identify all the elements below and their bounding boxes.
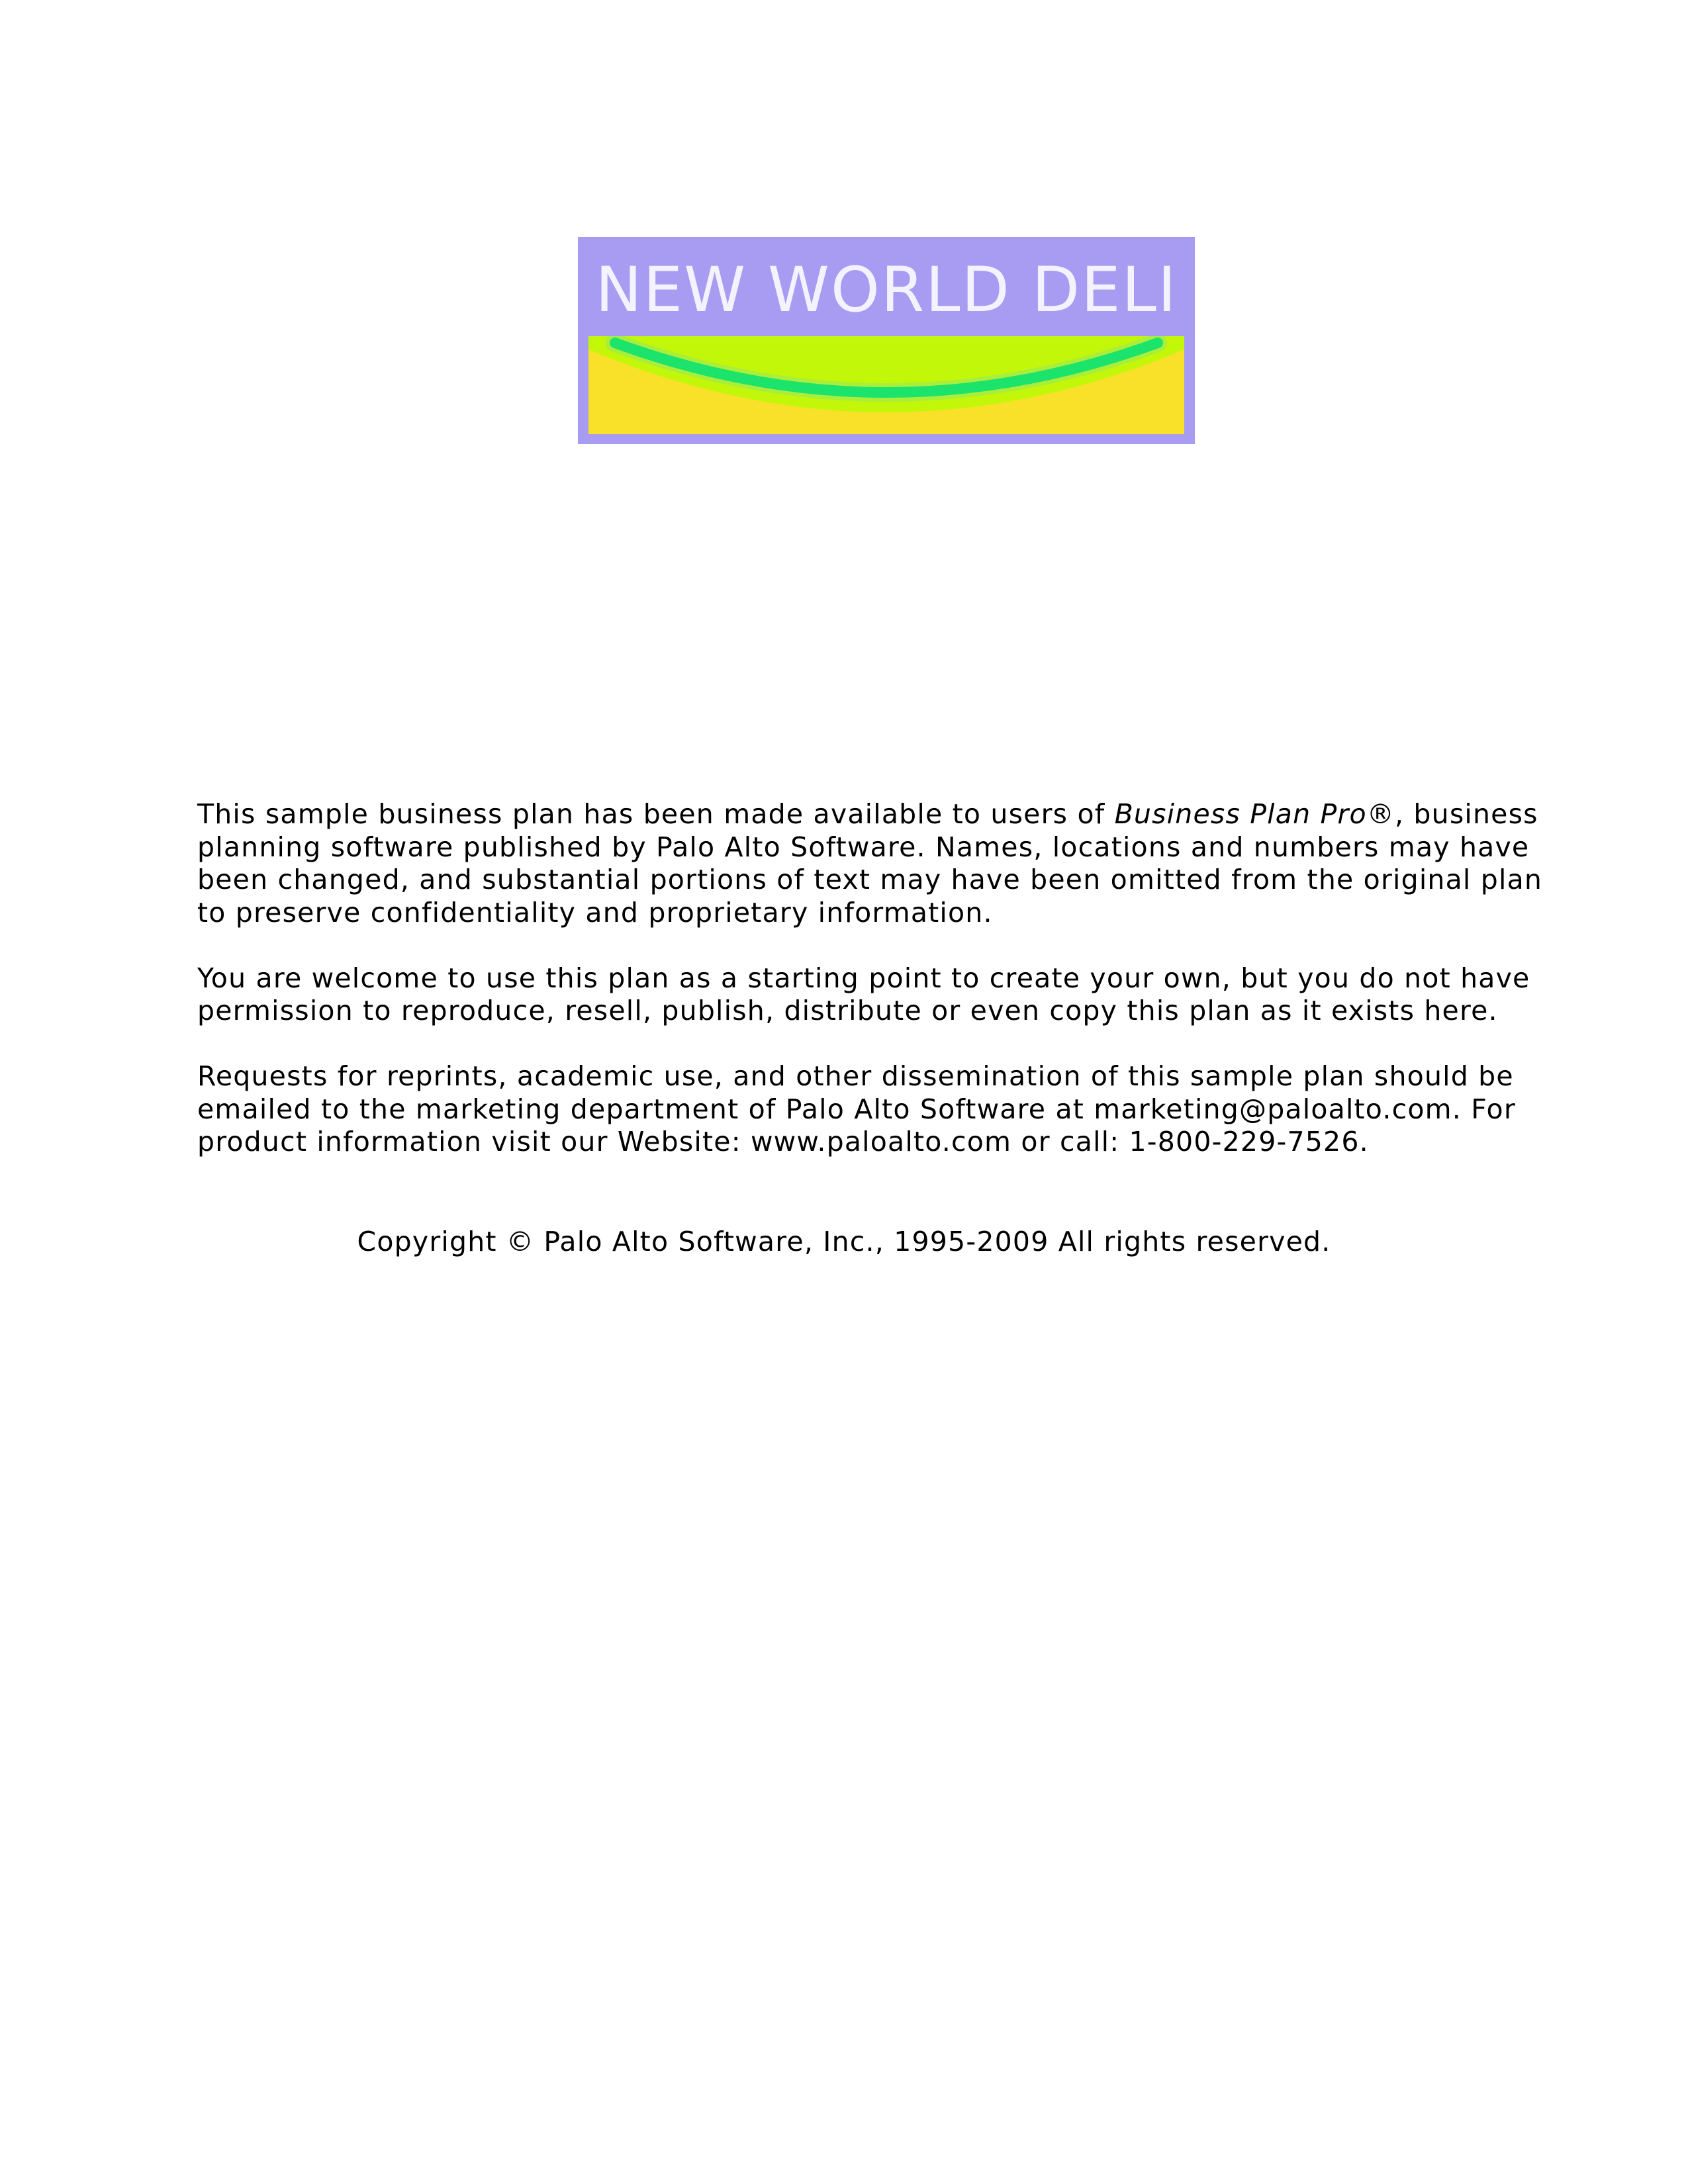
logo-title: NEW WORLD DELI xyxy=(595,254,1178,326)
smile-arc-graphic xyxy=(588,336,1184,434)
paragraph-requests: Requests for reprints, academic use, and other dissemination of this sample plan should be emailed to the marketing department of Palo Alto Software at marketing@paloalto.com. For product information visit our Website: www.paloalto.com or call: 1-800-229-7526. xyxy=(197,1060,1516,1158)
copyright-notice: Copyright © Palo Alto Software, Inc., 1995-2009 All rights reserved. xyxy=(357,1226,1331,1257)
p1-after-product: ®, business planning software published by Palo Alto Software. Names, locations and numbers may have been changed, and substantial portions of text may have been omitted from the original plan to preserve confidentiality and proprietary information. xyxy=(197,798,1543,929)
logo-smile-band xyxy=(588,336,1184,434)
paragraph-usage-notice xyxy=(197,798,1561,929)
product-name: Business Plan Pro xyxy=(1114,798,1367,830)
p1-before-product: This sample business plan has been made available to users of xyxy=(197,798,1115,830)
new-world-deli-logo xyxy=(578,237,1195,444)
paragraph-permissions: You are welcome to use this plan as a starting point to create your own, but you do not have permission to reproduce, resell, publish, distribute or even copy this plan as it exists here. xyxy=(197,962,1530,1026)
disclaimer-text xyxy=(197,798,1561,1191)
